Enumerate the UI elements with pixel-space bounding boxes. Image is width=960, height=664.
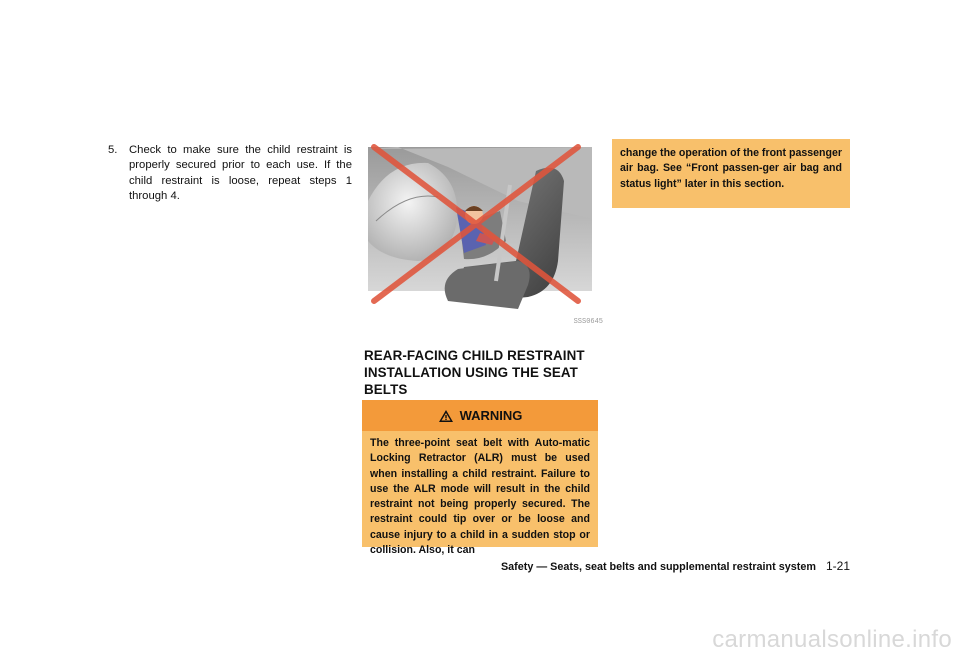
warning-continued-text: change the operation of the front passenger air bag. See “Front passen-ger air bag and status light” later in this section.: [620, 147, 842, 190]
step-number: 5.: [108, 144, 118, 156]
airbag-child-seat-icon: [368, 141, 592, 313]
step-5: [108, 143, 352, 205]
page-number: 1-21: [825, 559, 850, 573]
step-text: Check to make sure the child restraint is properly secured prior to each use. If the child restraint is loose, repeat steps 1 through 4.: [129, 144, 352, 203]
warning-triangle-icon: [438, 409, 454, 423]
page-footer: [480, 559, 850, 573]
watermark: carmanualsonline.info: [712, 626, 952, 653]
child-seat-illustration: [368, 141, 592, 313]
warning-title-text: WARNING: [459, 408, 523, 423]
warning-text: The three-point seat belt with Auto-matic Locking Retractor (ALR) must be used when installing a child restraint. Failure to use the ALR mode will result in the child restraint not being properly secured. The restraint could tip over or be loose and cause injury to a child in a sudden stop or collision. Also, it can: [370, 437, 590, 557]
warning-title: [362, 408, 598, 423]
figure-label: SSS0645: [573, 318, 603, 326]
section-heading: REAR-FACING CHILD RESTRAINT INSTALLATION USING THE SEAT BELTS: [364, 348, 585, 397]
footer-section-title: Safety — Seats, seat belts and supplemental restraint system: [500, 561, 816, 573]
